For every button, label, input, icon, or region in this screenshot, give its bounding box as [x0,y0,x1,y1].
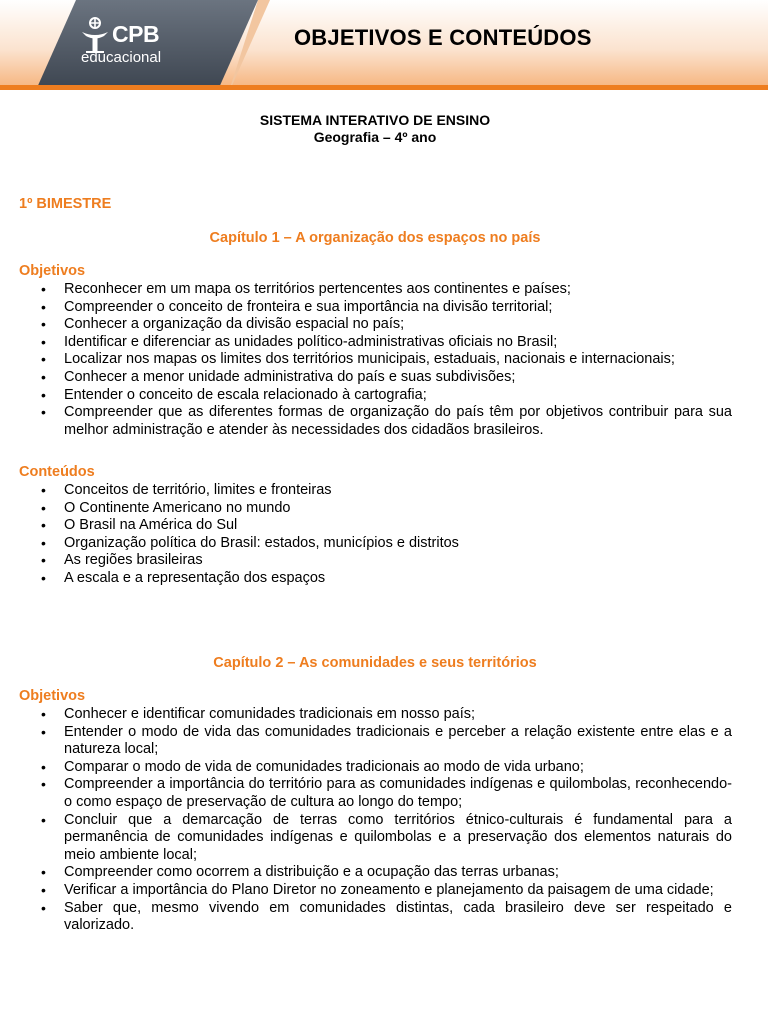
list-item: • Saber que, mesmo vivendo em comunidades distintas, cada brasileiro deve ser respeitado e valorizado. [0,900,732,935]
list-item: • Conceitos de território, limites e fronteiras [0,482,732,500]
list-item: • Entender o modo de vida das comunidades tradicionais e perceber a relação existente entre elas e a natureza local; [0,724,732,759]
list-item: • Verificar a importância do Plano Diretor no zoneamento e planejamento da paisagem de uma cidade; [0,882,732,900]
list-item: • Conhecer e identificar comunidades tradicionais em nosso país; [0,706,732,724]
list-item: • Compreender que as diferentes formas de organização do país têm por objetivos contribuir para sua melhor administração e atender às necessidades dos cidadãos brasileiros. [0,404,732,439]
period-heading: 1º BIMESTRE [19,196,112,212]
list-item: • Conhecer a organização da divisão espacial no país; [0,316,732,334]
chapter-1-contents-list [0,482,732,588]
chapter-1-contents-label: Conteúdos [19,464,95,480]
list-item: • O Brasil na América do Sul [0,517,732,535]
chapter-1-objectives-label: Objetivos [19,263,86,279]
page-header [0,0,768,90]
list-item: • Compreender a importância do território para as comunidades indígenas e quilombolas, reconhecendo-o como espaço de preservação de cultura ao longo do tempo; [0,776,732,811]
list-item: • Comparar o modo de vida de comunidades tradicionais ao modo de vida urbano; [0,759,732,777]
list-item: • Compreender como ocorrem a distribuição e a ocupação das terras urbanas; [0,864,732,882]
document-subtitle: Geografia – 4º ano [313,129,437,145]
list-item: • Conhecer a menor unidade administrativa do país e suas subdivisões; [0,369,732,387]
list-item: • Identificar e diferenciar as unidades político-administrativas oficiais no Brasil; [0,334,732,352]
list-item: • Compreender o conceito de fronteira e sua importância na divisão territorial; [0,299,732,317]
logo-brand-text: CPB [112,21,160,47]
chapter-1-title: Capítulo 1 – A organização dos espaços no país [209,230,541,246]
chapter-2-objectives-label: Objetivos [19,688,86,704]
cpb-logo [80,16,200,68]
list-item: • As regiões brasileiras [0,552,732,570]
list-item: • Localizar nos mapas os limites dos territórios municipais, estaduais, nacionais e internacionais; [0,351,732,369]
logo-sub-text: educacional [81,49,162,66]
list-item: • Organização política do Brasil: estados, municípios e distritos [0,535,732,553]
chapter-2-objectives-list [0,706,732,935]
chapter-2-title: Capítulo 2 – As comunidades e seus territórios [213,655,537,671]
list-item: • Concluir que a demarcação de terras como territórios étnico-culturais é fundamental para a permanência de comunidades indígenas e quilombolas e a preservação dos elementos naturais do meio ambiente local; [0,812,732,865]
list-item: • Entender o conceito de escala relacionado à cartografia; [0,387,732,405]
list-item: • A escala e a representação dos espaços [0,570,732,588]
list-item: • Reconhecer em um mapa os territórios pertencentes aos continentes e países; [0,281,732,299]
header-underline [0,85,768,90]
page-title: OBJETIVOS E CONTEÚDOS [294,25,592,50]
list-item: • O Continente Americano no mundo [0,500,732,518]
chapter-1-objectives-list [0,281,732,439]
document-title: SISTEMA INTERATIVO DE ENSINO [259,112,491,128]
